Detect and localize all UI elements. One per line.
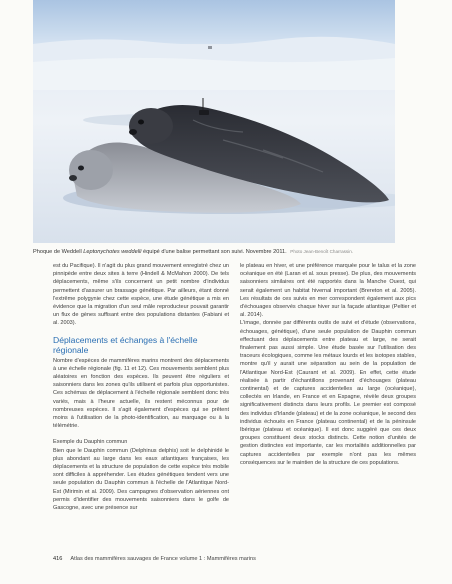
paragraph: le plateau en hiver, et une préférence marquée pour le talus et la zone océanique en été (Laran et al. sous presse). De plus, des mouvements saisonniers similaires ont été rapportés dans la Manche Ouest, qui serait également un habitat hivernal important (Brereton et al. 2005). Les résultats de ces suivis en mer correspondent également aux pics d'échouages observés chaque hiver sur la façade atlantique (Peltier et al. 2014).: [240, 263, 416, 319]
subsection-title: Exemple du Dauphin commun: [53, 439, 128, 446]
weddell-seal-photo: [33, 0, 395, 243]
photo-caption: [33, 248, 413, 256]
caption-text-rest: équipé d'une balise permettant son suivi. Novembre 2011.: [141, 249, 289, 255]
seal-photo-illustration: [33, 0, 395, 243]
paragraph: L'image, donnée par différents outils de suivi et d'étude (observations, échouages, génétique), d'une seule population de Dauphin commun effectuant des déplacements entre plateau et large, ne serait finalement pas aussi simple. Une étude basée sur l'utilisation des traceurs écologiques, comme les métaux lourds et les isotopes stables, montre qu'il y aurait une séparation au sein de la population de l'Atlantique Nord-Est (Caurant et al. 2009). En effet, cette étude réalisée à partir d'échantillons provenant d'échouages (plateau continental) et de captures accidentelles au large (océanique), collectés en Irlande, en France et en Espagne, révèle deux groupes significativement distincts dans leurs profils. Le premier est composé des individus d'Irlande (plateau) et de la zone océanique, le second des individus échoués en France (plateau continental) et de la péninsule Ibérique (plateau et océanique). Il est donc suggéré que ces deux groupes constituent deux stocks distincts. Cette notion d'unités de gestion distinctes est importante, car les mortalités additionnelles par captures accidentelles par exemple n'ont pas les mêmes conséquences sur le maintien de la structure de ces populations.: [240, 320, 416, 466]
paragraph: Bien que le Dauphin commun (Delphinus delphis) soit le delphinidé le plus abondant au large dans les eaux atlantiques françaises, les déplacements et la structure de population de cette espèce très mobile sont difficiles à appréhender. Les études génétiques tendent vers une seule population du Dauphin commun à l'échelle de l'Atlantique Nord-Est (Mirimin et al. 2009). Des campagnes d'observation aériennes ont permis d'identifier des mouvements saisonniers dans le golfe de Gascogne, avec une présence sur: [53, 447, 229, 512]
section-heading: Déplacements et échanges à l'échelle régionale: [53, 334, 198, 355]
caption-species: Leptonychotes weddelli: [83, 249, 142, 255]
photo-credit: Photo Jean-Benoît Charrassin.: [290, 249, 354, 254]
book-title: Atlas des mammifères sauvages de France volume 1 : Mammifères marins: [70, 556, 256, 562]
page-footer: [53, 556, 256, 562]
caption-text: Phoque de Weddell: [33, 249, 84, 255]
left-column: [53, 262, 229, 512]
paragraph: est du Pacifique). Il n'agit du plus grand mouvement enregistré chez un pinnipède entre deux sites à terre (Hindell & McMahon 2000). De tels déplacements, même s'ils concernent un petit nombre d'individus permettent d'assurer un brassage génétique. Par ailleurs, étant donné l'extrême polygynie chez cette espèce, une étude génétique a mis en évidence que la migration d'un seul mâle reproducteur pouvait garantir un flux de gènes suffisant entre des populations distantes (Fabiani et al. 2003).: [53, 263, 229, 327]
page-number: 416: [53, 556, 63, 562]
paragraph: Nombre d'espèces de mammifères marins montrent des déplacements à une échelle régionale (fig. 11 et 12). Ces mouvements semblent plus aléatoires en fonction des espèces. Ils peuvent être réguliers et saisonniers dans les zones qu'ils utilisent et parfois plus opportunistes. Ces schémas de déplacement à l'échelle régionale semblent donc très variés, mais à l'heure actuelle, ils restent méconnus pour de nombreuses espèces. Il s'agit également d'espèces qui se prêtent moins à l'utilisation de la photo-identification, au marquage ou à la télémétrie.: [53, 357, 229, 430]
right-column: [240, 262, 416, 467]
